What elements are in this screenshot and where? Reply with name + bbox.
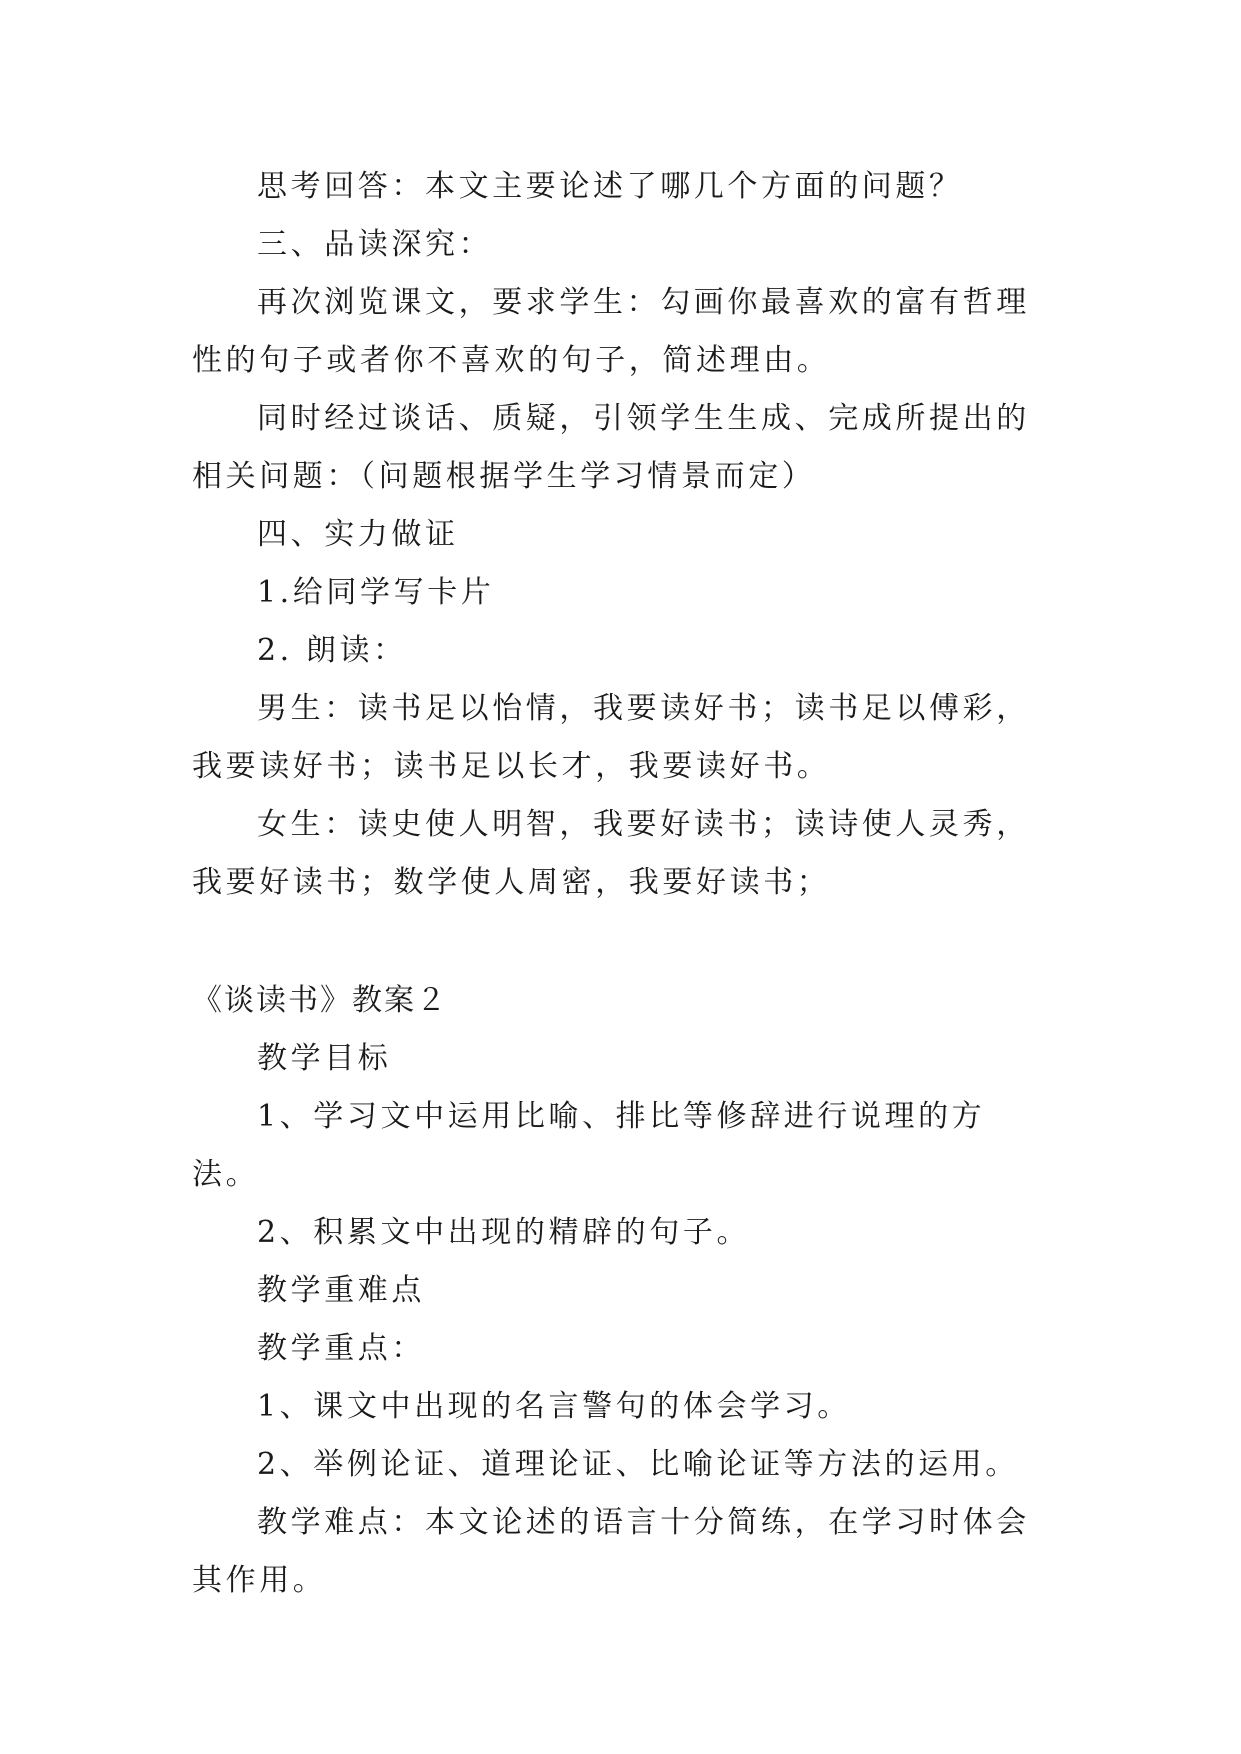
list-item: 1.给同学写卡片: [257, 575, 495, 610]
section-heading: 三、品读深究：: [257, 227, 493, 262]
section-gap: [192, 912, 1052, 972]
section-heading: 教学重难点: [257, 1273, 425, 1308]
paragraph: 再次浏览课文，要求学生：勾画你最喜欢的富有哲理性的句子或者你不喜欢的句子，简述理由。: [192, 285, 1030, 378]
list-item: 2、积累文中出现的精辟的句子。: [257, 1215, 751, 1250]
list-item: 1、课文中出现的名言警句的体会学习。: [257, 1389, 851, 1424]
paragraph: 思考回答：本文主要论述了哪几个方面的问题？: [257, 169, 963, 204]
section-heading: 教学目标: [257, 1041, 392, 1076]
list-item: 2、举例论证、道理论证、比喻论证等方法的运用。: [257, 1447, 1019, 1482]
section-heading: 四、实力做证: [257, 517, 459, 552]
document-body: [192, 158, 1052, 1610]
paragraph: 同时经过谈话、质疑，引领学生生成、完成所提出的相关问题：（问题根据学生学习情景而定）: [192, 401, 1030, 494]
paragraph: 女生：读史使人明智，我要好读书；读诗使人灵秀，我要好读书；数学使人周密，我要好读书；: [192, 807, 1030, 900]
paragraph: 男生：读书足以怡情，我要读好书；读书足以傅彩，我要读好书；读书足以长才，我要读好书。: [192, 691, 1030, 784]
paragraph: 教学难点：本文论述的语言十分简练，在学习时体会其作用。: [192, 1505, 1030, 1598]
section-heading: 教学重点：: [257, 1331, 425, 1366]
document-title: 《谈读书》教案２: [192, 983, 448, 1018]
list-item: 1、学习文中运用比喻、排比等修辞进行说理的方法。: [192, 1099, 986, 1192]
list-item: 2. 朗读：: [257, 633, 407, 668]
